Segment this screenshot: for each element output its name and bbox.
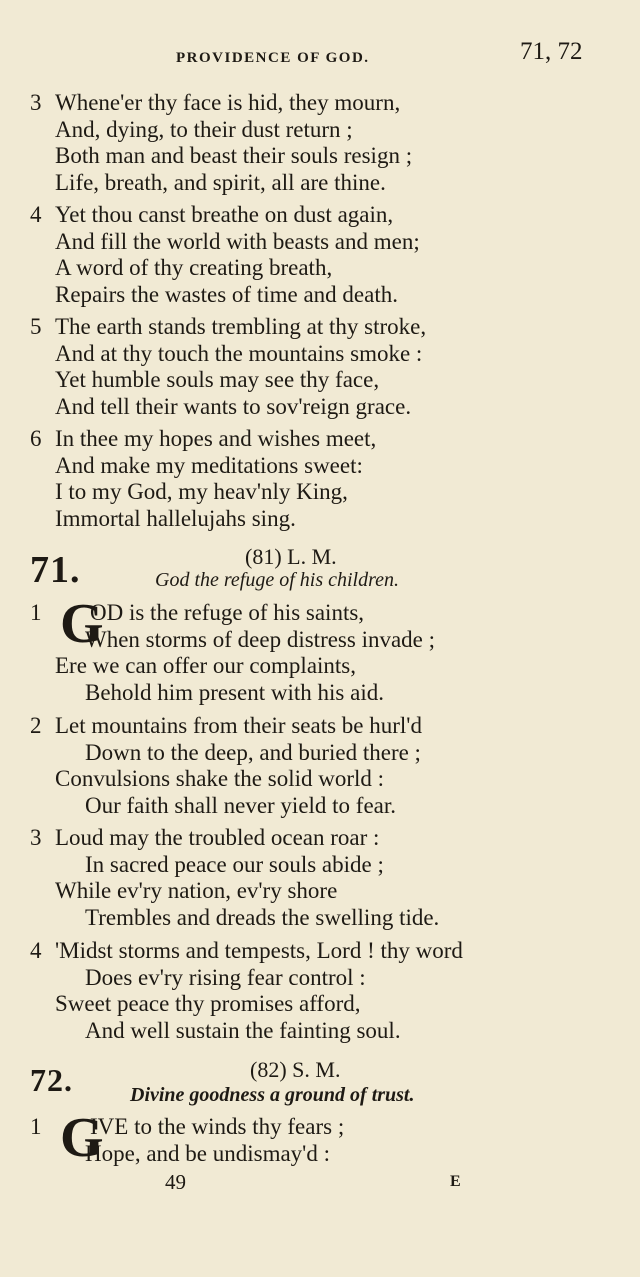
verse-line: A word of thy creating breath, bbox=[55, 255, 333, 280]
stanza-number: 1 bbox=[30, 1114, 42, 1139]
verse-line: Yet humble souls may see thy face, bbox=[55, 367, 380, 392]
stanza-number: 3 bbox=[30, 825, 42, 850]
stanza-number: 4 bbox=[30, 938, 42, 963]
verse-line: And fill the world with beasts and men; bbox=[55, 228, 420, 254]
verse-line: And tell their wants to sov'reign grace. bbox=[55, 393, 412, 419]
hymn-meter-72: (82) S. M. bbox=[250, 1057, 341, 1082]
verse-line: The earth stands trembling at thy stroke, bbox=[55, 314, 427, 339]
drop-cap: G bbox=[60, 1107, 104, 1169]
verse-line: Life, breath, and spirit, all are thine. bbox=[55, 169, 386, 195]
verse-line: While ev'ry nation, ev'ry shore bbox=[55, 878, 338, 903]
stanza-number: 5 bbox=[30, 314, 42, 339]
verse-line: Immortal hallelujahs sing. bbox=[55, 505, 296, 531]
stanza-number: 6 bbox=[30, 426, 42, 451]
verse-line: Convulsions shake the solid world : bbox=[55, 766, 385, 791]
printer-signature: E bbox=[450, 1173, 461, 1190]
hymn-number-71: 71. bbox=[30, 549, 81, 591]
verse-line: I to my God, my heav'nly King, bbox=[55, 479, 348, 504]
verse-line: Yet thou canst breathe on dust again, bbox=[55, 202, 394, 227]
stanza-number: 3 bbox=[30, 90, 42, 115]
verse-line: OD is the refuge of his saints, bbox=[90, 600, 365, 625]
verse-line: Whene'er thy face is hid, they mourn, bbox=[55, 90, 401, 115]
verse-line: Hope, and be undismay'd : bbox=[85, 1140, 330, 1166]
verse-line: Our faith shall never yield to fear. bbox=[85, 792, 397, 818]
verse-line: And, dying, to their dust return ; bbox=[55, 116, 353, 142]
verse-line: In sacred peace our souls abide ; bbox=[85, 851, 384, 877]
stanza-71-2 bbox=[30, 713, 422, 819]
running-title: PROVIDENCE OF GOD. bbox=[176, 50, 370, 66]
hymn-meter-71: (81) L. M. bbox=[245, 544, 337, 569]
verse-line: Repairs the wastes of time and death. bbox=[55, 281, 398, 307]
stanza-number: 2 bbox=[30, 713, 42, 738]
stanza-72-1 bbox=[30, 1107, 345, 1169]
stanza-70-3 bbox=[30, 90, 412, 196]
verse-line: 'Midst storms and tempests, Lord ! thy word bbox=[55, 938, 463, 963]
drop-cap: G bbox=[60, 593, 104, 655]
verse-line: Behold him present with his aid. bbox=[85, 679, 384, 705]
verse-line: Let mountains from their seats be hurl'd bbox=[55, 713, 422, 738]
verse-line: In thee my hopes and wishes meet, bbox=[55, 426, 377, 451]
verse-line: IVE to the winds thy fears ; bbox=[90, 1114, 345, 1139]
stanza-71-1 bbox=[30, 593, 436, 706]
verse-line: Does ev'ry rising fear control : bbox=[85, 964, 366, 990]
stanza-71-3 bbox=[30, 825, 439, 931]
verse-line: Trembles and dreads the swelling tide. bbox=[85, 904, 440, 930]
verse-line: Ere we can offer our complaints, bbox=[55, 653, 357, 678]
verse-line: When storms of deep distress invade ; bbox=[85, 626, 436, 652]
verse-line: And make my meditations sweet: bbox=[55, 452, 363, 478]
verse-line: Loud may the troubled ocean roar : bbox=[55, 825, 380, 850]
verse-line: And at thy touch the mountains smoke : bbox=[55, 340, 423, 366]
stanza-number: 1 bbox=[30, 600, 42, 625]
stanza-70-5 bbox=[30, 314, 426, 420]
stanza-number: 4 bbox=[30, 202, 42, 227]
page-number: 49 bbox=[165, 1170, 186, 1194]
stanza-71-4 bbox=[30, 938, 463, 1044]
hymn-subtitle-71: God the refuge of his children. bbox=[155, 569, 400, 591]
stanza-70-6 bbox=[30, 426, 376, 532]
hymn-subtitle-72: Divine goodness a ground of trust. bbox=[130, 1084, 415, 1106]
page-hymn-range: 71, 72 bbox=[520, 38, 583, 65]
stanza-70-4 bbox=[30, 202, 420, 308]
verse-line: Sweet peace thy promises afford, bbox=[55, 991, 361, 1016]
verse-line: And well sustain the fainting soul. bbox=[85, 1017, 401, 1043]
verse-line: Both man and beast their souls resign ; bbox=[55, 143, 413, 168]
verse-line: Down to the deep, and buried there ; bbox=[85, 739, 421, 765]
hymn-number-72: 72. bbox=[30, 1062, 73, 1098]
